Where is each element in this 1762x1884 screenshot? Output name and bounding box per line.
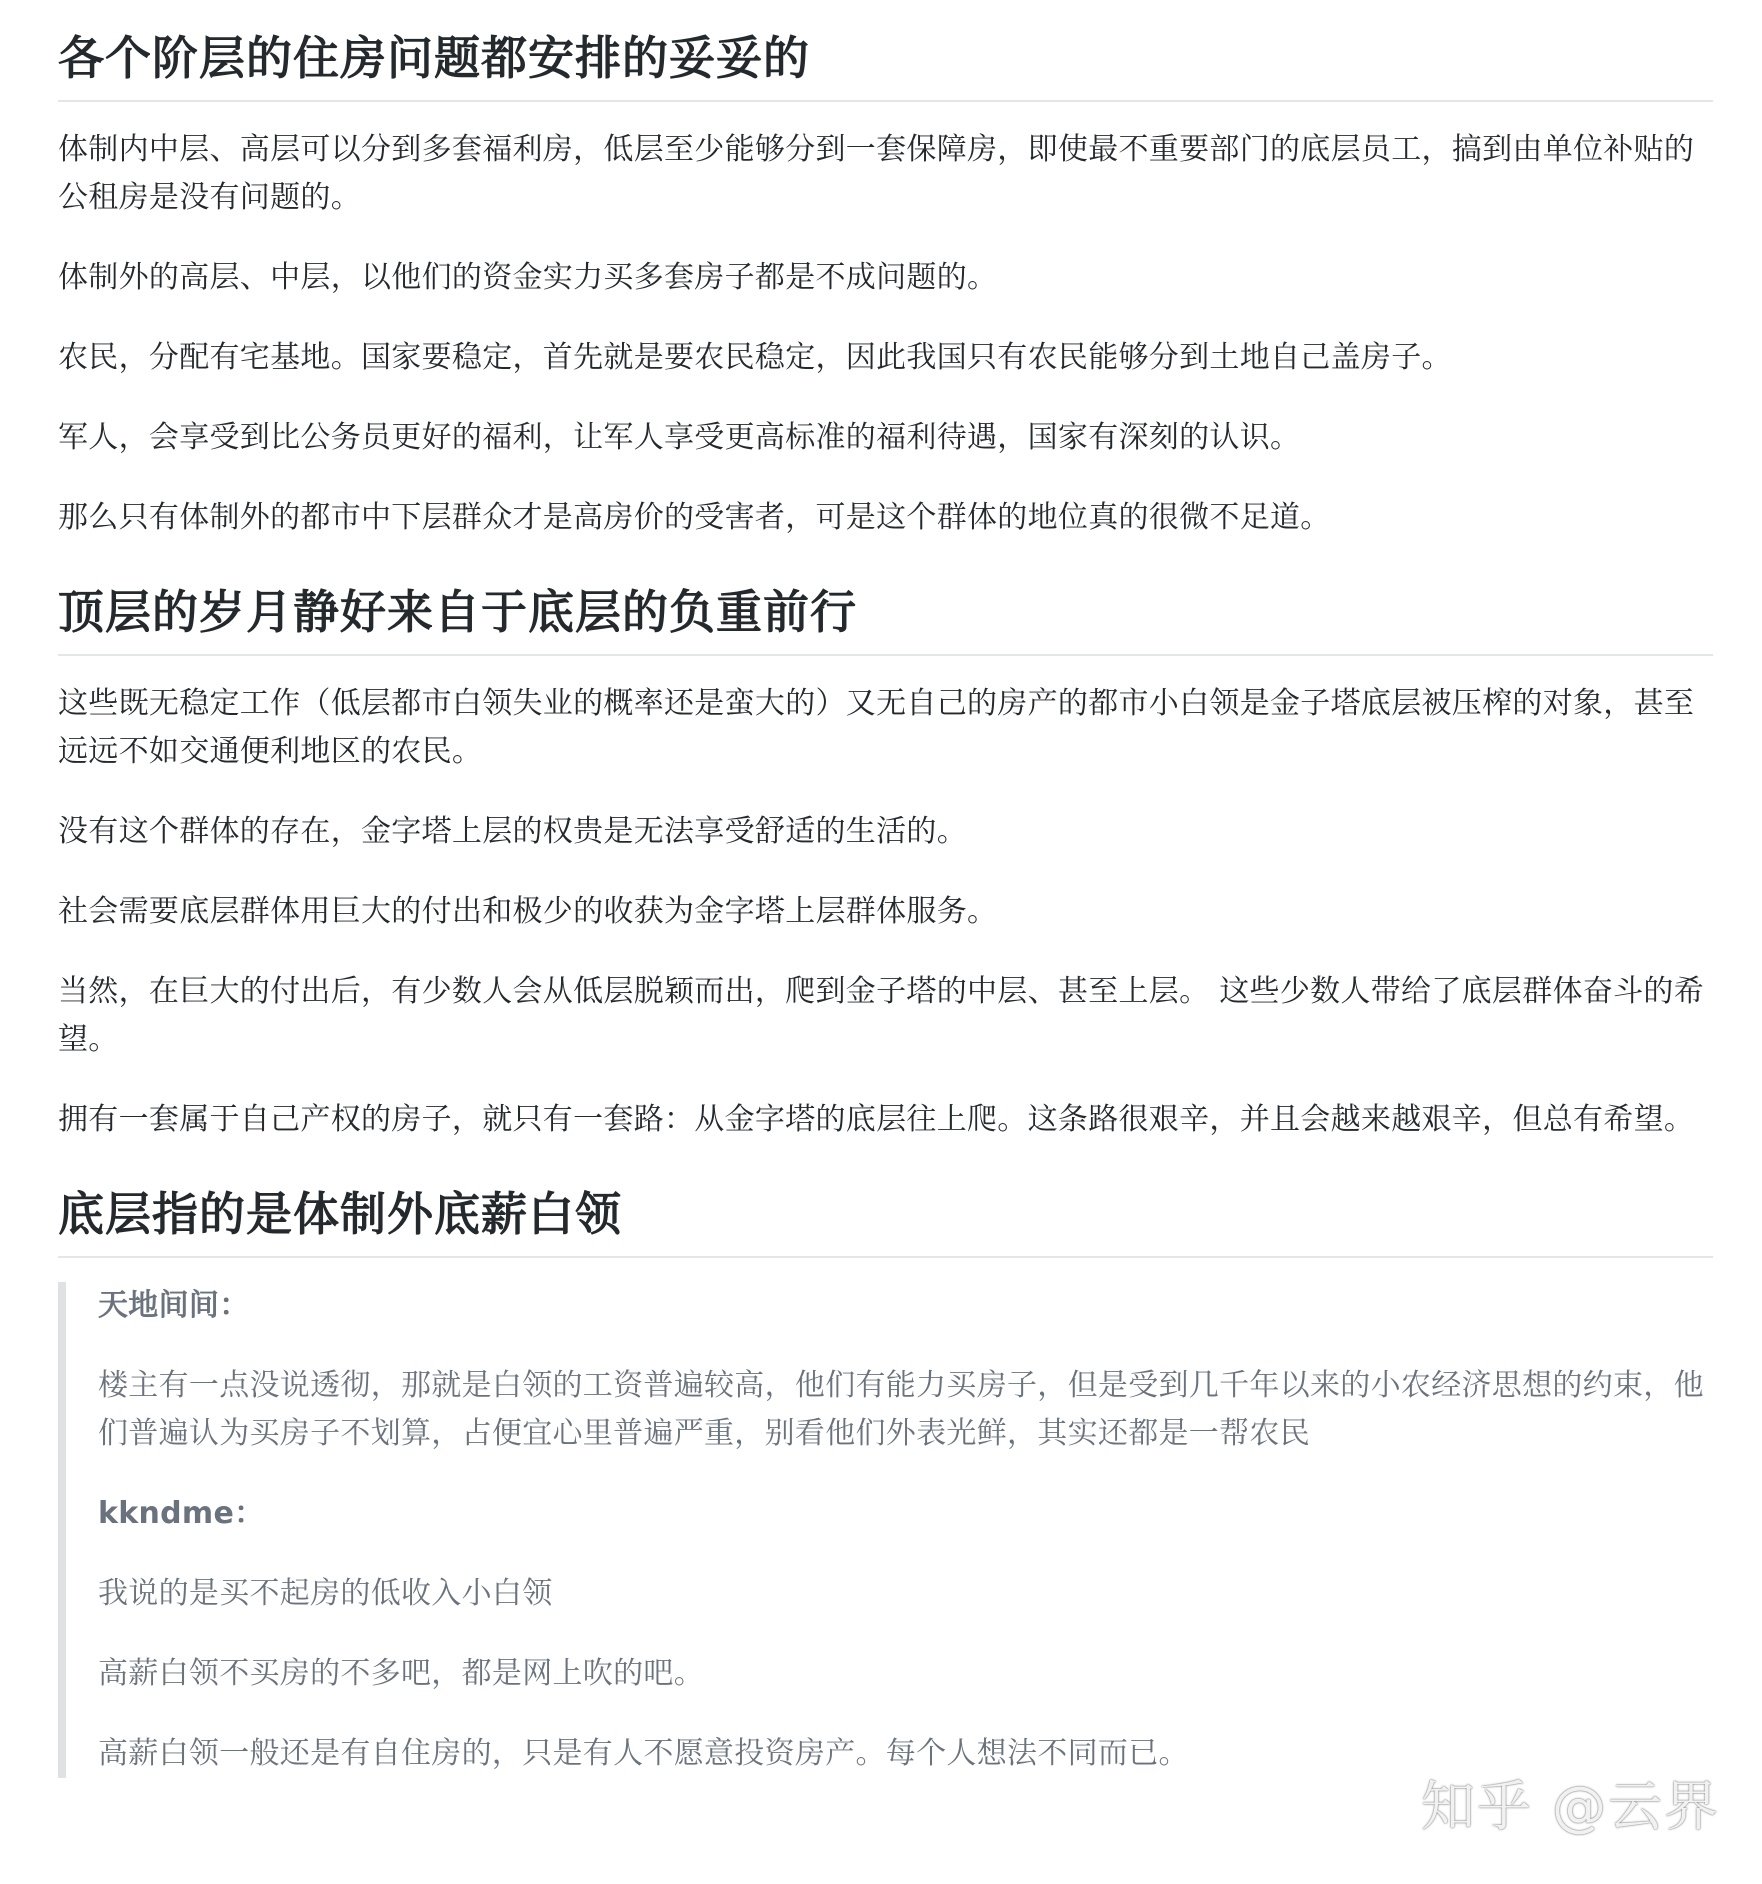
paragraph: 军人，会享受到比公务员更好的福利，让军人享受更高标准的福利待遇，国家有深刻的认识。 bbox=[58, 420, 1301, 455]
section-top-and-bottom bbox=[58, 574, 1713, 1144]
quote-author: 天地间间： bbox=[98, 1288, 250, 1323]
quote-paragraph: 楼主有一点没说透彻，那就是白领的工资普遍较高，他们有能力买房子，但是受到几千年以来的小农经济思想的约束，他们普遍认为买房子不划算，占便宜心里普遍严重，别看他们外表光鲜，其实还都是一帮农民 bbox=[98, 1368, 1704, 1451]
quote-paragraph: 高薪白领不买房的不多吧，都是网上吹的吧。 bbox=[98, 1656, 704, 1691]
paragraph: 那么只有体制外的都市中下层群众才是高房价的受害者，可是这个群体的地位真的很微不足道。 bbox=[58, 500, 1331, 535]
paragraph: 社会需要底层群体用巨大的付出和极少的收获为金字塔上层群体服务。 bbox=[58, 894, 998, 929]
section-heading: 各个阶层的住房问题都安排的妥妥的 bbox=[58, 20, 1713, 102]
section-housing-arrangements bbox=[58, 20, 1713, 542]
paragraph: 体制内中层、高层可以分到多套福利房，低层至少能够分到一套保障房，即使最不重要部门的底层员工，搞到由单位补贴的公租房是没有问题的。 bbox=[58, 132, 1695, 215]
blockquote bbox=[58, 1282, 1713, 1778]
paragraph: 农民，分配有宅基地。国家要稳定，首先就是要农民稳定，因此我国只有农民能够分到土地自己盖房子。 bbox=[58, 340, 1452, 375]
zhihu-watermark: 知乎 @云界 bbox=[1420, 1775, 1720, 1838]
section-bottom-white-collar bbox=[58, 1176, 1713, 1778]
article-body bbox=[58, 20, 1713, 1810]
quote-paragraph: 高薪白领一般还是有自住房的，只是有人不愿意投资房产。每个人想法不同而已。 bbox=[98, 1736, 1189, 1771]
paragraph: 没有这个群体的存在，金字塔上层的权贵是无法享受舒适的生活的。 bbox=[58, 814, 967, 849]
section-heading: 顶层的岁月静好来自于底层的负重前行 bbox=[58, 574, 1713, 656]
quote-author: kkndme： bbox=[98, 1496, 265, 1531]
section-heading: 底层指的是体制外底薪白领 bbox=[58, 1176, 1713, 1258]
paragraph: 体制外的高层、中层，以他们的资金实力买多套房子都是不成问题的。 bbox=[58, 260, 998, 295]
paragraph: 当然，在巨大的付出后，有少数人会从低层脱颖而出，爬到金子塔的中层、甚至上层。 这些少数人带给了底层群体奋斗的希望。 bbox=[58, 974, 1705, 1057]
paragraph: 拥有一套属于自己产权的房子，就只有一套路：从金字塔的底层往上爬。这条路很艰辛，并且会越来越艰辛，但总有希望。 bbox=[58, 1102, 1695, 1137]
quote-paragraph: 我说的是买不起房的低收入小白领 bbox=[98, 1576, 553, 1611]
paragraph: 这些既无稳定工作（低层都市白领失业的概率还是蛮大的）又无自己的房产的都市小白领是金子塔底层被压榨的对象，甚至远远不如交通便利地区的农民。 bbox=[58, 686, 1695, 769]
